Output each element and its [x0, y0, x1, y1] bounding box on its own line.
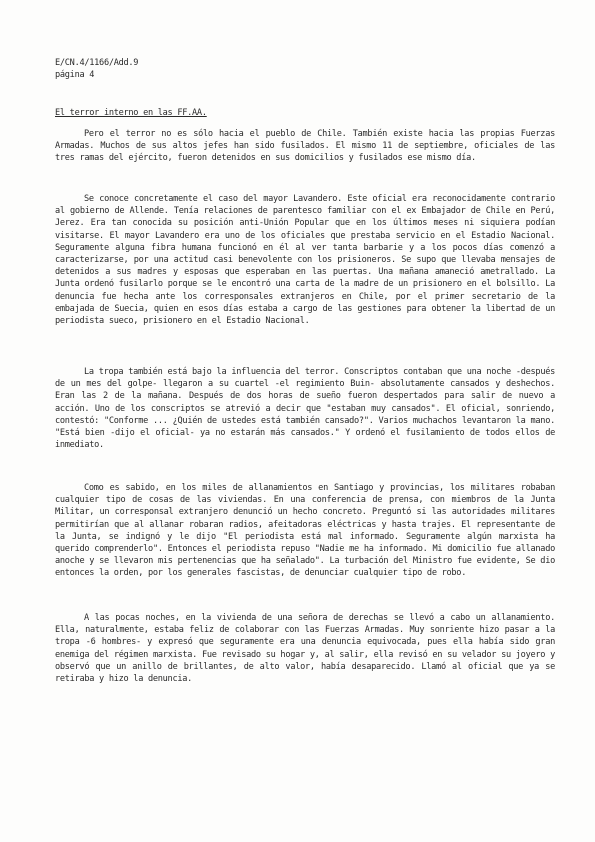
paragraph-text: A las pocas noches, en la vivienda de una señora de derechas se llevó a cabo un allanamiento. Ella, naturalmente, estaba feliz de colaborar con las Fuerzas Armadas. Muy sonriente hizo pasar a la tropa -6 hombres- y expresó que seguramente era una denuncia equivocada, pues ella había sido gran enemiga del régimen marxista. Fue revisado su hogar y, al salir, ella revisó en su velador su joyero y observó que un anillo de brillantes, de alto valor, había desaparecido. Llamó al oficial que ya se retiraba y hizo la denuncia.	[55, 613, 555, 685]
document-reference	[55, 57, 138, 81]
paragraph-text: La tropa también está bajo la influencia del terror. Conscriptos contaban que una noche -después de un mes del golpe- llegaron a su cuartel -el regimiento Buin- absolutamente cansados y deshechos. Eran las 2 de la mañana. Después de dos horas de sueño fueron despertados para salir de nuevo a acción. Uno de los conscriptos se atrevió a decir que "estaban muy cansados". El oficial, sonriendo, contestó: "Conforme ... ¿Quién de ustedes está también cansado?". Varios muchachos levantaron la mano. "Está bien -dijo el oficial- ya no estarán más cansados." Y ordenó el fusilamiento de todos ellos de inmediato.	[55, 367, 555, 451]
page-number: página 4	[55, 70, 95, 80]
document-symbol: E/CN.4/1166/Add.9	[55, 58, 139, 68]
paragraph-3	[55, 366, 555, 451]
paragraph-4	[55, 482, 555, 580]
paragraph-5	[55, 612, 555, 685]
paragraph-1	[55, 128, 555, 165]
paragraph-text: Como es sabido, en los miles de allanamientos en Santiago y provincias, los militares robaban cualquier tipo de cosas de las viviendas. En una conferencia de prensa, con miembros de la Junta Militar, un corresponsal extranjero denunció un hecho concreto. Preguntó si las autoridades militares permitirían que al allanar robaran radios, afeitadoras eléctricas y hasta trajes. El representante de la Junta, se indignó y le dijo "El periodista está mal informado. Seguramente algún marxista ha querido comprenderlo". Entonces el periodista repuso "Nadie me ha informado. Mi domicilio fue allanado anoche y se llevaron mis pertenencias que ha señalado". La turbación del Ministro fue evidente, Se dio entonces la orden, por los generales fascistas, de denunciar cualquier tipo de robo.	[55, 483, 555, 579]
paragraph-2	[55, 193, 555, 327]
paragraph-text: Pero el terror no es sólo hacia el pueblo de Chile. También existe hacia las propias Fuerzas Armadas. Muchos de sus altos jefes han sido fusilados. El mismo 11 de septiembre, oficiales de las tres ramas del ejército, fueron detenidos en sus domicilios y fusilados ese mismo día.	[55, 129, 555, 164]
paragraph-text: Se conoce concretamente el caso del mayor Lavandero. Este oficial era reconocidamente contrario al gobierno de Allende. Tenía relaciones de parentesco familiar con el ex Embajador de Chile en Perú, Jerez. Era tan conocida su posición anti-Unión Popular que en los últimos meses ni siquiera podían visitarse. El mayor Lavandero era uno de los oficiales que prestaba servicio en el Estadio Nacional. Seguramente alguna fibra humana funcionó en él al ver tanta barbarie y a los pocos días comenzó a caracterizarse, por una actitud casi benevolente con los prisioneros. Se supo que llevaba mensajes de detenidos a sus madres y esposas que esperaban en las puertas. Una mañana amaneció ametrallado. La Junta ordenó fusilarlo porque se le encontró una carta de la madre de un prisionero en el bolsillo. La denuncia fue hecha ante los corresponsales extranjeros en Chile, por el primer secretario de la embajada de Suecia, quien en esos días estaba a cargo de las gestiones para obtener la libertad de un periodista sueco, prisionero en el Estadio Nacional.	[55, 194, 555, 327]
section-heading: El terror interno en las FF.AA.	[55, 108, 207, 118]
